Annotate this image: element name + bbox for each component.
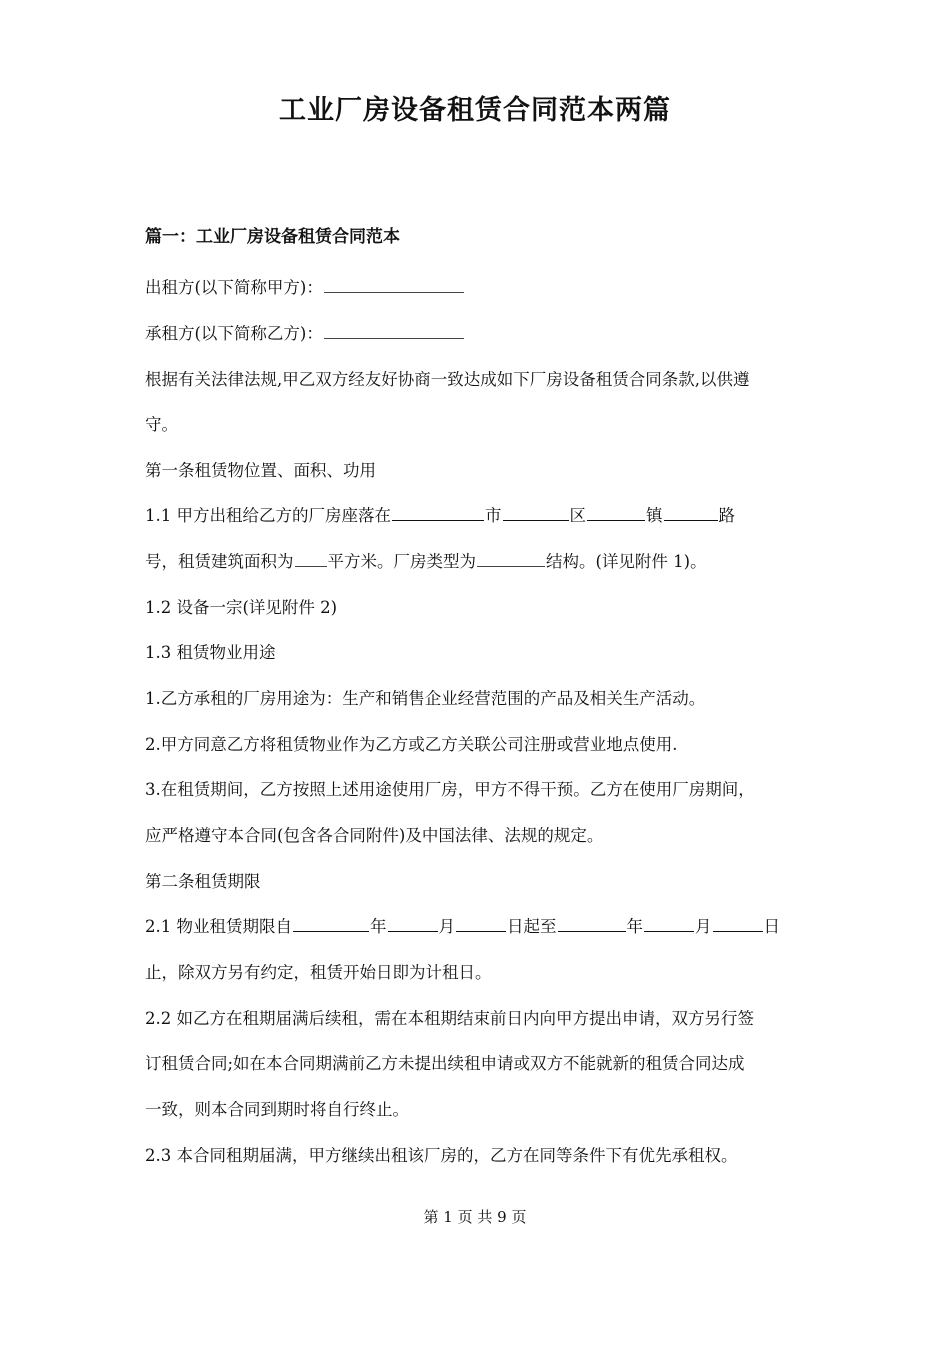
clause-text: 年 (626, 917, 643, 936)
clause-text: 1.1 甲方出租给乙方的厂房座落在 (145, 506, 391, 525)
lessee-label: 承租方(以下简称乙方)： (145, 324, 323, 343)
document-title: 工业厂房设备租赁合同范本两篇 (279, 95, 671, 126)
lessor-line (145, 274, 465, 298)
clause-text: 区 (569, 506, 586, 525)
clause-text: 月 (695, 917, 712, 936)
use-item-3-line-1: 3.在租赁期间，乙方按照上述用途使用厂房，甲方不得干预。乙方在使用厂房期间， (145, 780, 755, 799)
fill-blank (713, 930, 763, 932)
clause-text: 2.1 物业租赁期限自 (145, 917, 292, 936)
clause-1-1-line-1 (145, 502, 735, 526)
article-1-title: 第一条租赁物位置、面积、功用 (145, 461, 376, 480)
preamble-line-1: 根据有关法律法规,甲乙双方经友好协商一致达成如下厂房设备租赁合同条款,以供遵 (145, 370, 750, 389)
lessee-line (145, 320, 465, 344)
clause-2-1-line-2: 止，除双方另有约定，租赁开始日即为计租日。 (145, 963, 492, 982)
clause-text: 号，租赁建筑面积为 (145, 552, 294, 571)
clause-text: 月 (438, 917, 455, 936)
clause-2-1-line-1 (145, 913, 780, 937)
clause-2-2-line-3: 一致，则本合同到期时将自行终止。 (145, 1100, 409, 1119)
lessee-blank (324, 337, 464, 339)
use-item-1: 1.乙方承租的厂房用途为：生产和销售企业经营范围的产品及相关生产活动。 (145, 689, 706, 708)
fill-blank (295, 565, 327, 567)
use-item-2: 2.甲方同意乙方将租赁物业作为乙方或乙方关联公司注册或营业地点使用. (145, 735, 678, 754)
fill-blank (293, 930, 369, 932)
clause-1-2: 1.2 设备一宗(详见附件 2) (145, 598, 338, 617)
fill-blank (392, 519, 484, 521)
clause-2-3: 2.3 本合同租期届满，甲方继续出租该厂房的，乙方在同等条件下有优先承租权。 (145, 1146, 738, 1165)
page-footer: 第 1 页 共 9 页 (423, 1208, 527, 1226)
lessor-label: 出租方(以下简称甲方)： (145, 278, 323, 297)
preamble-line-2: 守。 (145, 415, 178, 434)
clause-text: 结构。(详见附件 1)。 (546, 552, 707, 571)
clause-text: 平方米。厂房类型为 (327, 552, 476, 571)
fill-blank (587, 519, 645, 521)
clause-text: 年 (370, 917, 387, 936)
fill-blank (558, 930, 626, 932)
clause-text: 日 (763, 917, 780, 936)
clause-text: 镇 (646, 506, 663, 525)
fill-blank (388, 930, 438, 932)
clause-text: 路 (718, 506, 735, 525)
clause-1-3: 1.3 租赁物业用途 (145, 643, 276, 662)
use-item-3-line-2: 应严格遵守本合同(包含各合同附件)及中国法律、法规的规定。 (145, 826, 604, 845)
fill-blank (503, 519, 569, 521)
section-heading: 篇一：工业厂房设备租赁合同范本 (145, 227, 400, 247)
fill-blank (456, 930, 506, 932)
fill-blank (477, 565, 545, 567)
clause-2-2-line-1: 2.2 如乙方在租期届满后续租，需在本租期结束前日内向甲方提出申请，双方另行签 (145, 1009, 754, 1028)
clause-text: 市 (485, 506, 502, 525)
lessor-blank (324, 291, 464, 293)
clause-2-2-line-2: 订租赁合同;如在本合同期满前乙方未提出续租申请或双方不能就新的租赁合同达成 (145, 1054, 745, 1073)
article-2-title: 第二条租赁期限 (145, 872, 261, 891)
fill-blank (644, 930, 694, 932)
fill-blank (664, 519, 718, 521)
clause-text: 日起至 (507, 917, 557, 936)
clause-1-1-line-2 (145, 548, 707, 572)
